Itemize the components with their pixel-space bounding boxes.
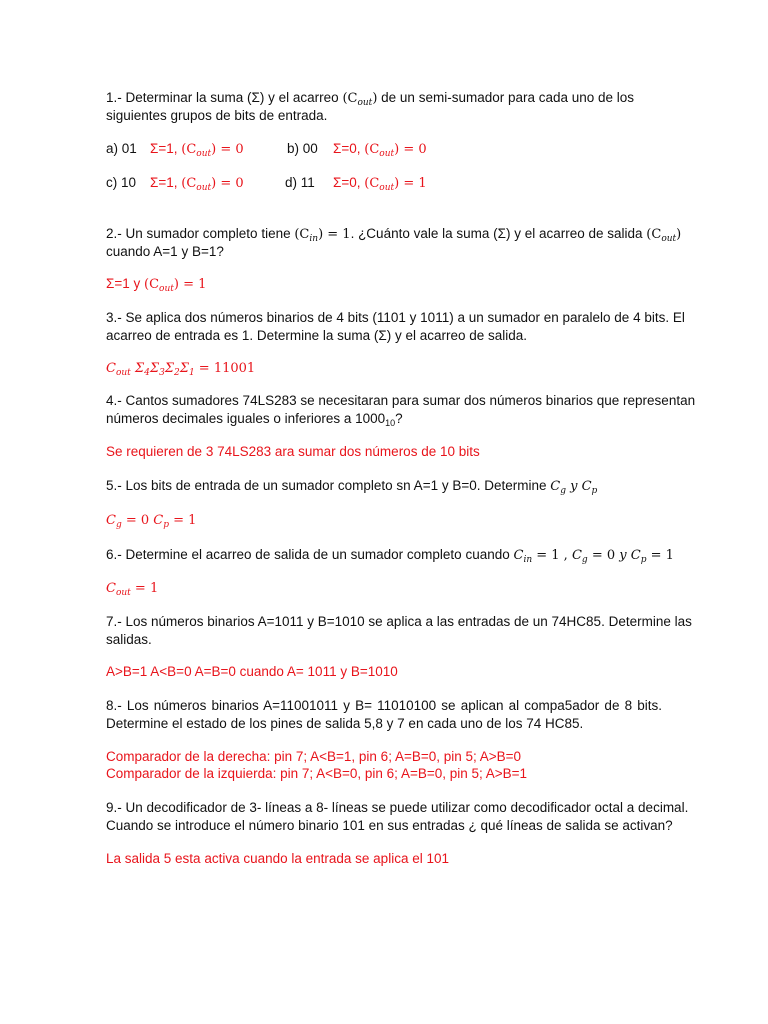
q4-line2: números decimales iguales o inferiores a $1000_{10}$? [106, 411, 403, 428]
q1-text-a: 1.- Determinar la suma (Σ) y el acarreo [106, 90, 339, 105]
q1-text-b: de un semi-sumador para cada uno de los [381, 90, 635, 105]
q1-cout-math: $(C_{out})$ [342, 91, 378, 108]
q8-line2: Determine el estado de los pines de salida 5,8 y 7 en cada uno de los 74 HC85. [106, 716, 584, 731]
q7-answer: A>B=1 A<B=0 A=B=0 cuando A= 1011 y B=1010 [106, 664, 398, 679]
q2-line1: 2.- Un sumador completo tiene $(C_{in}) = 1$. ¿Cuánto vale la suma (Σ) y el acarreo de salida $(C_{out})$ [106, 226, 682, 244]
q3-line2: acarreo de entrada es 1. Determine la suma (Σ) y el acarreo de salida. [106, 328, 528, 343]
q1-line2: siguientes grupos de bits de entrada. [106, 108, 328, 123]
q1-a-answer: Σ=1, $(C_{out}) = 0$ [150, 141, 244, 159]
q1-d-answer: Σ=0, $(C_{out}) = 1$ [333, 175, 427, 193]
q9-line1: 9.- Un decodificador de 3- líneas a 8- líneas se puede utilizar como decodificador octal a decimal. [106, 800, 689, 815]
q7-line1: 7.- Los números binarios A=1011 y B=1010 se aplica a las entradas de un 74HC85. Determine las [106, 614, 692, 629]
q3-answer: $C_{out}$ $\Sigma_4\Sigma_3\Sigma_2\Sigma_1 = 11001$ [106, 361, 256, 378]
q1-b-label: b) 00 [287, 141, 318, 156]
q4-answer: Se requieren de 3 74LS283 ara sumar dos números de 10 bits [106, 444, 480, 459]
q2-line2: cuando A=1 y B=1? [106, 244, 224, 259]
q1-a-label: a) 01 [106, 141, 137, 156]
q8-line1: 8.- Los números binarios A=11001011 y B= 11010100 se aplican al compa5ador de 8 bits. [106, 698, 662, 713]
q6-line1: 6.- Determine el acarreo de salida de un sumador completo cuando $C_{in} = 1$ , $C_g = 0$ y $C_p = 1$ [106, 547, 674, 565]
q4-line1: 4.- Cantos sumadores 74LS283 se necesitaran para sumar dos números binarios que representan [106, 393, 696, 408]
q2-answer: Σ=1 y $(C_{out}) = 1$ [106, 276, 207, 294]
q6-answer: $C_{out} = 1$ [106, 581, 159, 598]
q1-line1 [106, 89, 662, 108]
q9-answer: La salida 5 esta activa cuando la entrada se aplica el 101 [106, 851, 449, 866]
q8-answer-left: Comparador de la izquierda: pin 7; A<B=0, pin 6; A=B=0, pin 5; A>B=1 [106, 766, 528, 781]
q8-answer-right: Comparador de la derecha: pin 7; A<B=1, pin 6; A=B=0, pin 5; A>B=0 [106, 749, 522, 764]
q5-line1: 5.- Los bits de entrada de un sumador completo sn A=1 y B=0. Determine $C_g$ y $C_p$ [106, 478, 598, 496]
q1-d-label: d) 11 [285, 175, 315, 190]
q3-line1: 3.- Se aplica dos números binarios de 4 bits (1101 y 1011) a un sumador en paralelo de 4 bits. El [106, 310, 685, 325]
q5-answer: $C_g = 0$ $C_p = 1$ [106, 513, 197, 530]
q1-c-label: c) 10 [106, 175, 137, 190]
q7-line2: salidas. [106, 632, 152, 647]
q9-line2: Cuando se introduce el número binario 101 en sus entradas ¿ qué líneas de salida se activan? [106, 818, 673, 833]
q1-b-answer: Σ=0, $(C_{out}) = 0$ [333, 141, 427, 159]
q1-c-answer: Σ=1, $(C_{out}) = 0$ [150, 175, 244, 193]
